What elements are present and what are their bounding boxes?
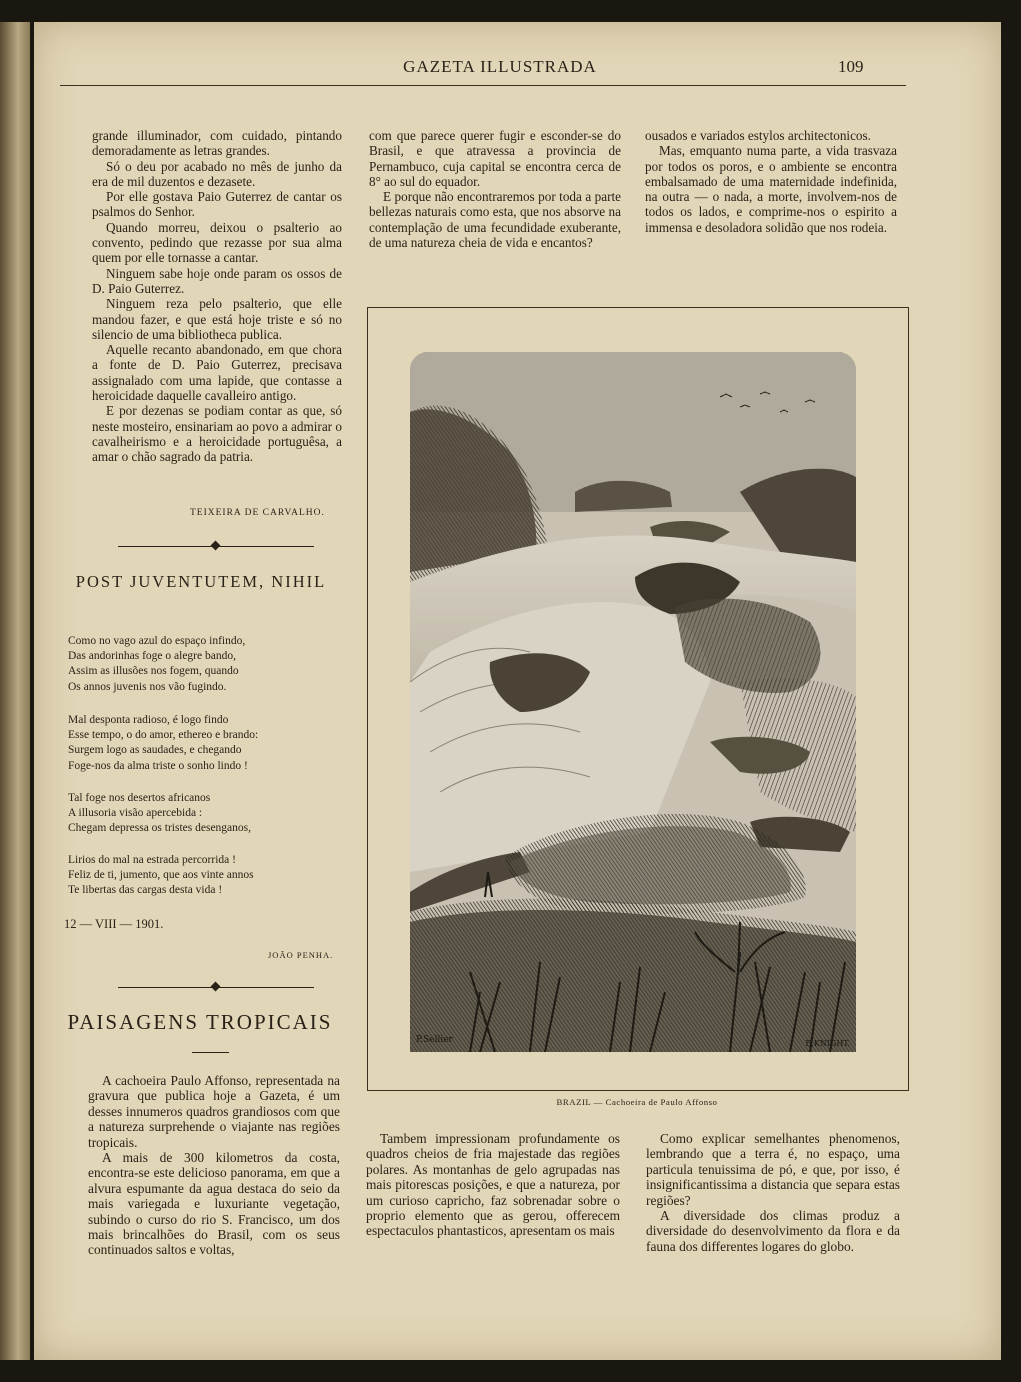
engraver-signature-right: E.KNIGHT.	[805, 1039, 850, 1048]
poem-author: JOÃO PENHA.	[268, 950, 334, 960]
paragraph: Por elle gostava Paio Guterrez de cantar os psalmos do Senhor.	[92, 189, 342, 220]
poem-line: Foge-nos da alma triste o sonho lindo !	[68, 759, 248, 772]
paragraph: A cachoeira Paulo Affonso, representada na gravura que publica hoje a Gazeta, é um desses innumeros quadros grandiosos com que a natureza surprehende o viajante nas regiões tropicais.	[88, 1073, 340, 1150]
author-signature: TEIXEIRA DE CARVALHO.	[190, 508, 325, 518]
paragraph: grande illuminador, com cuidado, pintando demoradamente as letras grandes.	[92, 128, 342, 159]
page-header-title: GAZETA ILLUSTRADA	[403, 57, 597, 76]
col3-text-top	[645, 128, 897, 235]
waterfall-engraving	[410, 352, 856, 1052]
page-number: 109	[838, 57, 864, 76]
previous-page-edge	[0, 22, 30, 1360]
poem-line: Das andorinhas foge o alegre bando,	[68, 650, 236, 663]
poem-line: Te libertas das cargas desta vida !	[68, 884, 223, 897]
illustration-caption: BRAZIL — Cachoeira de Paulo Affonso	[556, 1097, 718, 1107]
paragraph: ousados e variados estylos architectonicos.	[645, 128, 871, 143]
col1-article-continuation	[92, 128, 342, 465]
poem-line: Como no vago azul do espaço infindo,	[68, 635, 246, 647]
poem-line: A illusoria visão apercebida :	[68, 807, 203, 820]
illustration-frame	[367, 307, 909, 1091]
paragraph: E porque não encontraremos por toda a parte bellezas naturais como esta, que nos absorve na contemplação de uma fecundidade exuberante, de uma natureza cheia de vida e encantos?	[369, 189, 621, 251]
poem-line: Lirios do mal na estrada percorrida !	[68, 854, 236, 866]
paragraph: A diversidade dos climas produz a diversidade do desenvolvimento da flora e da fauna dos differentes logares do globo.	[646, 1208, 900, 1254]
poem-line: Esse tempo, o do amor, ethereo e brando:	[68, 729, 259, 742]
col2-text-bottom	[366, 1131, 620, 1239]
paragraph: Só o deu por acabado no mês de junho da era de mil duzentos e dezasete.	[92, 158, 342, 189]
col2-text-top	[369, 128, 621, 250]
poem-line: Tal foge nos desertos africanos	[68, 792, 211, 804]
waterfall-illustration	[410, 352, 856, 1052]
poem-line: Chegam depressa os tristes desenganos,	[68, 822, 252, 835]
paragraph: E por dezenas se podiam contar as que, só neste mosteiro, ensinariam ao povo a admirar o cavalheirismo e a heroicidade portuguêsa, a amar o chão sagrado da patria.	[92, 403, 342, 465]
paragraph: Tambem impressionam profundamente os quadros cheios de fria majestade das regiões polares. As montanhas de gelo agrupadas nas mais pitorescas posições, e que a natureza, por um curioso capricho, faz sobrenadar sobre o proprio elemento que as gerou, offerecem espectaculos phantasticos, apresentam os mais	[366, 1131, 620, 1239]
poem-line: Mal desponta radioso, é logo findo	[68, 714, 229, 726]
paragraph: Mas, emquanto numa parte, a vida trasvaza por todos os poros, e o ambiente se encontra embalsamado de uma maternidade indefinida, na outra — o nada, a morte, involvem-nos de todos os lados, e comprime-nos o espirito a immensa e desoladora solidão que nos rodeia.	[645, 143, 897, 235]
paragraph: Quando morreu, deixou o psalterio ao convento, pedindo que rezasse por sua alma quem por elle tornasse a cantar.	[92, 219, 342, 266]
paragraph: Como explicar semelhantes phenomenos, lembrando que a terra é, no espaço, uma particula tenuissima de pó, e que, por isso, é insignificantissima a distancia que separa estas regiões?	[646, 1131, 900, 1208]
poem-stanza-2	[68, 713, 258, 774]
col3-text-bottom	[646, 1131, 900, 1254]
poem-line: Os annos juvenis nos vão fugindo.	[68, 680, 227, 693]
section-title: PAISAGENS TROPICAIS	[67, 1010, 333, 1034]
engraver-signature-left: P.Sellier	[416, 1035, 453, 1045]
paragraph: Ninguem sabe hoje onde param os ossos de D. Paio Guterrez.	[92, 265, 342, 296]
poem-date: 12 — VIII — 1901.	[64, 917, 164, 931]
title-underline	[192, 1052, 229, 1053]
poem-stanza-4	[68, 853, 254, 899]
poem-stanza-1	[68, 634, 245, 695]
poem-stanza-3	[68, 791, 251, 837]
paragraph: Ninguem reza pelo psalterio, que elle mandou fazer, e que está hoje triste e só no silencio de uma bibliotheca publica.	[92, 296, 342, 342]
paragraph: A mais de 300 kilometros da costa, encontra-se este delicioso panorama, em que a alvura espumante da agua destaca do seio da mais variegada e luxuriante vegetação, subindo o curso do rio S. Francisco, um dos mais brincalhões do Brasil, com os seus continuados saltos e voltas,	[88, 1150, 340, 1258]
poem-title: POST JUVENTUTEM, NIHIL	[75, 572, 327, 591]
paragraph: Aquelle recanto abandonado, em que chora a fonte de D. Paio Guterrez, precisava assignalado com uma lapide, que contasse a heroicidade daquelle cavalleiro antigo.	[92, 342, 342, 404]
poem-line: Assim as illusões nos fogem, quando	[68, 665, 239, 678]
poem-line: Feliz de ti, jumento, que aos vinte annos	[68, 869, 254, 882]
section-article-col1	[88, 1073, 340, 1258]
poem-line: Surgem logo as saudades, e chegando	[68, 744, 242, 757]
paragraph: com que parece querer fugir e esconder-se do Brasil, e que atravessa a provincia de Pernambuco, cuja capital se encontra cerca de 8° ao sul do equador.	[369, 128, 621, 189]
header-rule	[60, 85, 906, 86]
